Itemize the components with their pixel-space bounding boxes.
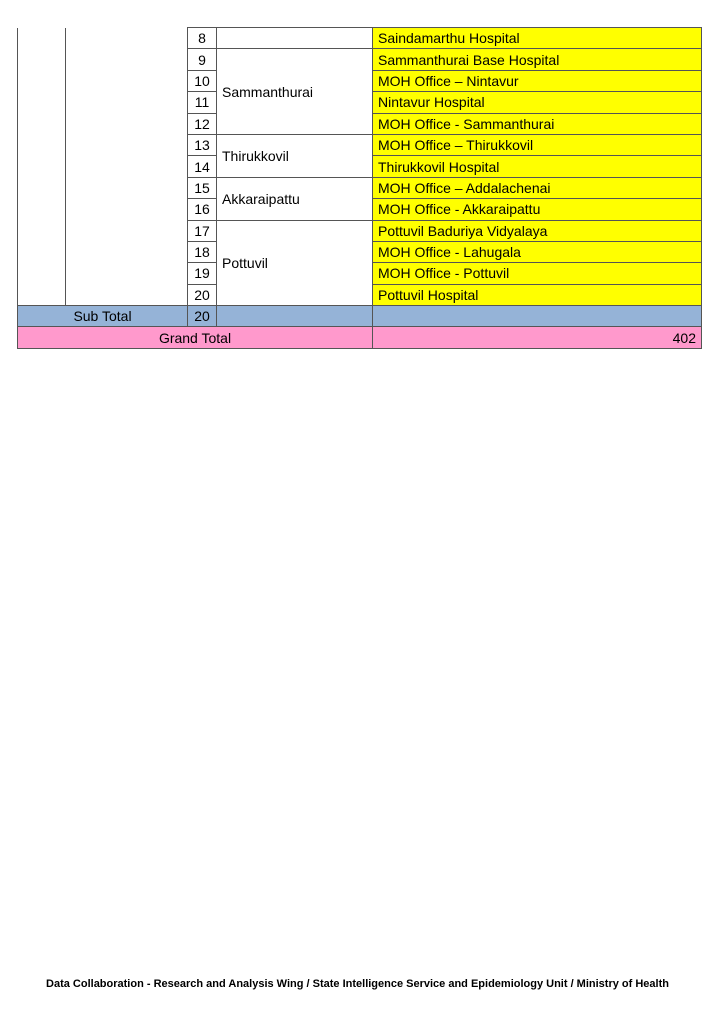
row-number: 20 [188, 284, 217, 305]
facility-name: MOH Office - Pottuvil [373, 263, 702, 284]
row-number: 8 [188, 28, 217, 49]
facility-name: Saindamarthu Hospital [373, 28, 702, 49]
facility-name: Pottuvil Hospital [373, 284, 702, 305]
page-footer: Data Collaboration - Research and Analysis Wing / State Intelligence Service and Epidemiology Unit / Ministry of Health [46, 978, 669, 990]
division-pottuvil: Pottuvil [217, 220, 373, 306]
facility-name: Thirukkovil Hospital [373, 156, 702, 177]
division-sammanthurai: Sammanthurai [217, 49, 373, 135]
grandtotal-row [18, 327, 702, 348]
row-number: 9 [188, 49, 217, 70]
facility-name: Sammanthurai Base Hospital [373, 49, 702, 70]
district-cell [18, 28, 66, 306]
facility-name: MOH Office – Nintavur [373, 70, 702, 91]
row-number: 17 [188, 220, 217, 241]
division-akkaraipattu: Akkaraipattu [217, 177, 373, 220]
row-number: 10 [188, 70, 217, 91]
grandtotal-label: Grand Total [18, 327, 373, 348]
grandtotal-value: 402 [373, 327, 702, 348]
row-number: 19 [188, 263, 217, 284]
province-cell [66, 28, 188, 306]
subtotal-value: 20 [188, 306, 217, 327]
subtotal-label: Sub Total [18, 306, 188, 327]
row-number: 14 [188, 156, 217, 177]
facility-name: MOH Office - Sammanthurai [373, 113, 702, 134]
facility-name: MOH Office - Akkaraipattu [373, 199, 702, 220]
facility-name: MOH Office – Addalachenai [373, 177, 702, 198]
facility-name: MOH Office - Lahugala [373, 241, 702, 262]
division-thirukkovil: Thirukkovil [217, 134, 373, 177]
facility-name: Pottuvil Baduriya Vidyalaya [373, 220, 702, 241]
facility-name: Nintavur Hospital [373, 92, 702, 113]
subtotal-empty [217, 306, 373, 327]
row-number: 12 [188, 113, 217, 134]
row-number: 11 [188, 92, 217, 113]
subtotal-row [18, 306, 702, 327]
row-number: 18 [188, 241, 217, 262]
division-cell [217, 28, 373, 49]
row-number: 13 [188, 134, 217, 155]
row-number: 15 [188, 177, 217, 198]
facility-table [17, 27, 702, 349]
table-row [18, 28, 702, 49]
row-number: 16 [188, 199, 217, 220]
facility-name: MOH Office – Thirukkovil [373, 134, 702, 155]
subtotal-empty [373, 306, 702, 327]
